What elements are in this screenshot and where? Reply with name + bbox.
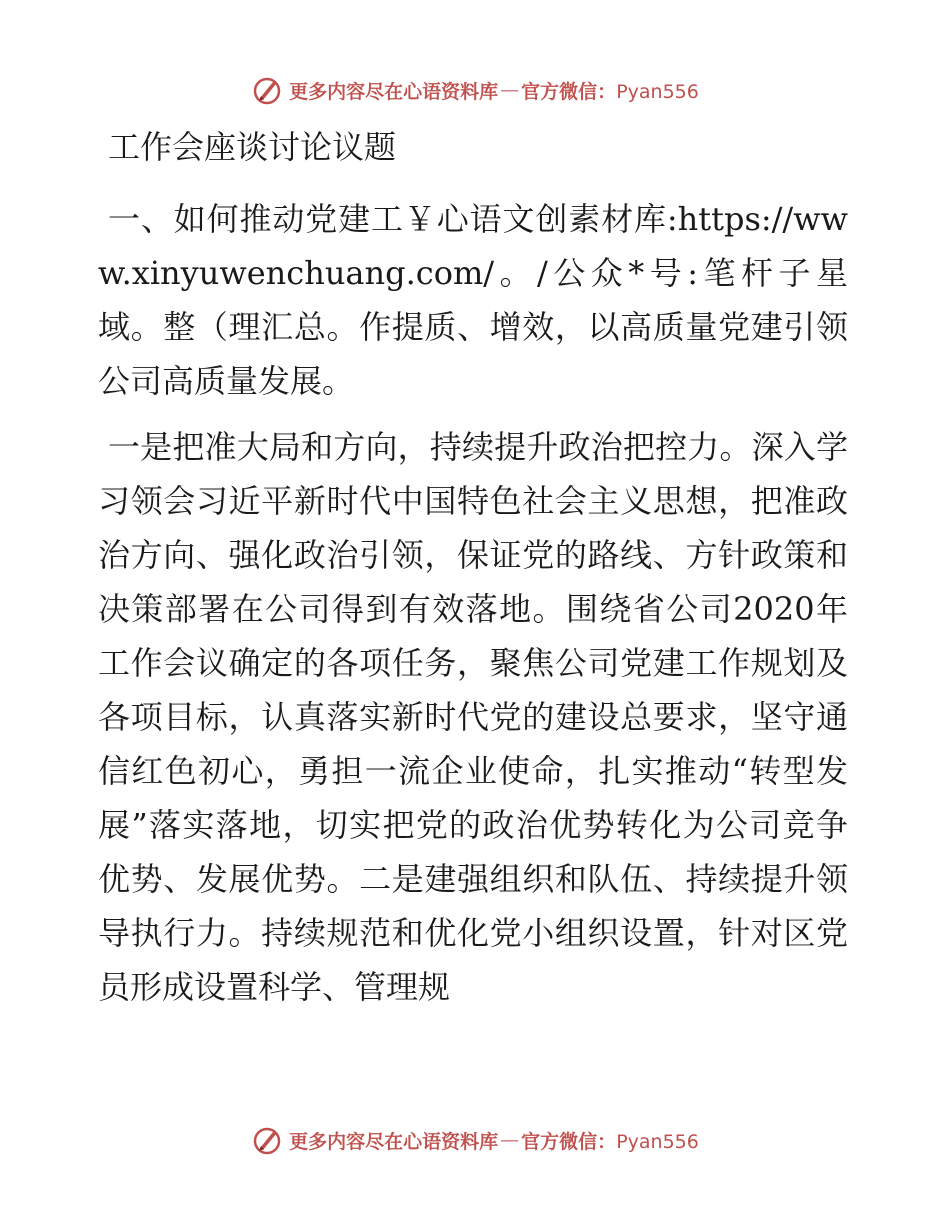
- document-body: [98, 120, 848, 1014]
- watermark-contact-id: Pyan556: [616, 1130, 699, 1153]
- watermark-contact-label: 官方微信：: [521, 80, 617, 103]
- watermark-contact-label: 官方微信：: [521, 1130, 617, 1153]
- watermark-dash: —: [500, 79, 520, 101]
- watermark-contact: [521, 77, 699, 104]
- quill-logo-icon: [251, 74, 283, 106]
- watermark-contact-id: Pyan556: [616, 80, 699, 103]
- watermark-dash: —: [500, 1129, 520, 1151]
- paragraph-body: 一是把准大局和方向，持续提升政治把控力。深入学习领会习近平新时代中国特色社会主义思想，把准政治方向、强化政治引领，保证党的路线、方针政策和决策部署在公司得到有效落地。围绕省公司2020年工作会议确定的各项任务，聚焦公司党建工作规划及各项目标，认真落实新时代党的建设总要求，坚守通信红色初心，勇担一流企业使命，扎实推动“转型发展”落实落地，切实把党的政治优势转化为公司竞争优势、发展优势。二是建强组织和队伍、持续提升领导执行力。持续规范和优化党小组织设置，针对区党员形成设置科学、管理规: [98, 428, 848, 1006]
- footer-watermark: [0, 1120, 950, 1160]
- paragraph-intro: 一、如何推动党建工￥心语文创素材库:https://www.xinyuwenchuang.com/。/公众*号:笔杆子星域。整（理汇总。作提质、增效，以高质量党建引领公司高质量发展。: [98, 200, 848, 400]
- watermark-contact: [521, 1127, 699, 1154]
- watermark-text: 更多内容尽在心语资料库: [289, 80, 499, 103]
- header-watermark: [0, 70, 950, 110]
- quill-logo-icon: [251, 1124, 283, 1156]
- watermark-text: 更多内容尽在心语资料库: [289, 1130, 499, 1153]
- document-title: 工作会座谈讨论议题: [108, 128, 397, 166]
